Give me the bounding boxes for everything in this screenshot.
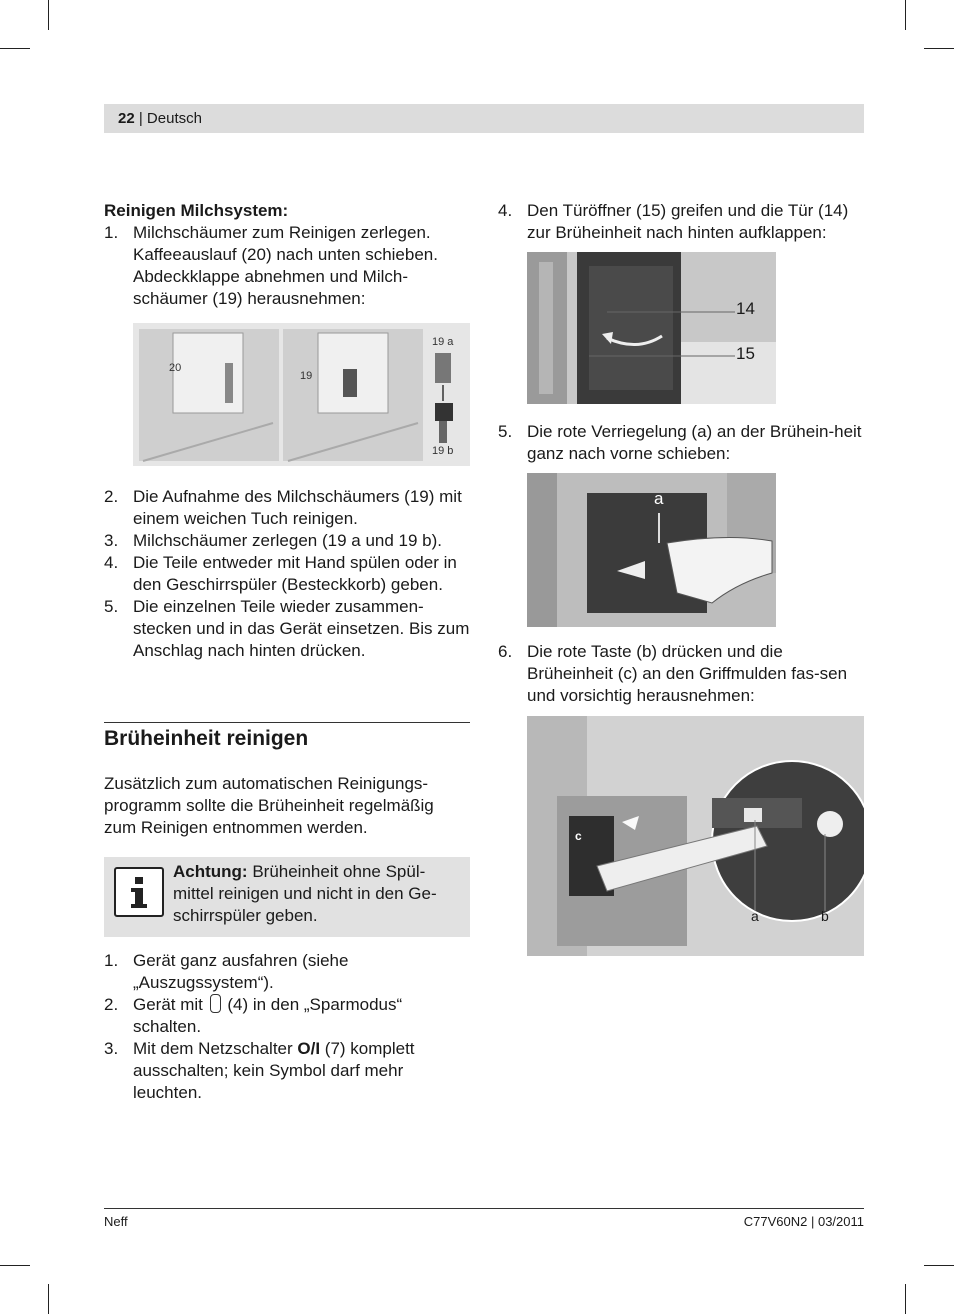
list-item	[104, 994, 470, 1038]
milk-frother-figure	[133, 323, 470, 466]
label-a: a	[751, 908, 759, 924]
note-text	[173, 861, 463, 927]
crop-mark	[48, 0, 49, 30]
list-item	[104, 1038, 470, 1104]
door-figure	[527, 252, 776, 404]
step-text-post: (7) komplett ausschalten; kein Symbol darf mehr leuchten.	[133, 1039, 415, 1102]
brew-steps-left	[104, 950, 470, 1104]
right-step-5	[498, 421, 864, 465]
lock-figure	[527, 473, 776, 627]
right-steps-list	[498, 200, 864, 244]
label-15: 15	[736, 344, 755, 363]
footer-brand: Neff	[104, 1214, 128, 1229]
brew-unit-figure	[527, 716, 864, 956]
step-text: Milchschäumer zerlegen (19 a und 19 b).	[133, 531, 442, 550]
step-number: 4.	[104, 553, 119, 572]
footer-model-date: C77V60N2 | 03/2011	[743, 1214, 864, 1229]
step-text: Die rote Taste (b) drücken und die Brüheinheit (c) an den Griffmulden fas-sen und vorsichtig herausnehmen:	[527, 642, 848, 705]
page-header	[104, 104, 864, 133]
step-number: 2.	[104, 995, 119, 1014]
step-text: Die einzelnen Teile wieder zusammen-stecken und in das Gerät einsetzen. Bis zum Anschlag nach hinten drücken.	[133, 597, 470, 660]
list-item	[498, 641, 864, 707]
crop-mark	[924, 1265, 954, 1266]
step-text: Die Aufnahme des Milchschäumers (19) mit einem weichen Tuch reinigen.	[133, 487, 462, 528]
crop-mark	[905, 1284, 906, 1314]
step-number: 1.	[104, 951, 119, 970]
crop-mark	[905, 0, 906, 30]
list-item	[104, 950, 470, 994]
door-illustration	[527, 252, 776, 404]
left-column	[104, 200, 470, 310]
section-title: Brüheinheit reinigen	[104, 727, 309, 750]
info-icon	[114, 867, 164, 917]
step-number: 5.	[104, 597, 119, 616]
crop-mark	[924, 48, 954, 49]
step-number: 2.	[104, 487, 119, 506]
label-19: 19	[300, 370, 313, 382]
list-item	[104, 552, 470, 596]
label-19b: 19 b	[432, 445, 454, 457]
lock-illustration	[527, 473, 776, 627]
step-text: Die rote Verriegelung (a) an der Brühein-heit ganz nach vorne schieben:	[527, 422, 862, 463]
label-a: a	[654, 489, 664, 508]
right-steps-list-3	[498, 641, 864, 707]
step-number: 3.	[104, 531, 119, 550]
label-19a: 19 a	[432, 336, 454, 348]
list-item	[104, 530, 470, 552]
step-number: 1.	[104, 223, 119, 242]
note-box	[104, 857, 470, 937]
power-symbol-icon	[210, 994, 221, 1013]
crop-mark	[0, 1265, 30, 1266]
label-14: 14	[736, 299, 755, 318]
milk-steps-b-block	[104, 486, 470, 662]
right-step-4	[498, 200, 864, 244]
step-text-pre: Mit dem Netzschalter	[133, 1039, 298, 1058]
step-text: Milchschäumer zum Reinigen zerlegen. Kaffeeauslauf (20) nach unten schieben. Abdeckklappe abnehmen und Milch-schäumer (19) herausnehmen:	[133, 223, 438, 308]
step-number: 4.	[498, 201, 513, 220]
milk-steps-b	[104, 486, 470, 662]
crop-mark	[48, 1284, 49, 1314]
label-c: c	[575, 829, 582, 843]
step-text-pre: Gerät mit	[133, 995, 208, 1014]
page-number: 22	[118, 110, 135, 127]
step-text: Die Teile entweder mit Hand spülen oder in den Geschirrspüler (Besteckkorb) geben.	[133, 553, 457, 594]
header-text	[118, 110, 202, 127]
note-body: Brüheinheit ohne Spül-mittel reinigen und nicht in den Ge-schirrspüler geben.	[173, 862, 437, 925]
step-text: Gerät ganz ausfahren (siehe „Auszugssystem“).	[133, 951, 349, 992]
crop-mark	[0, 48, 30, 49]
step-text: Den Türöffner (15) greifen und die Tür (14) zur Brüheinheit nach hinten aufklappen:	[527, 201, 849, 242]
right-step-6	[498, 641, 864, 707]
step-number: 6.	[498, 642, 513, 661]
list-item	[104, 596, 470, 662]
header-separator: |	[134, 110, 147, 127]
intro-paragraph: Zusätzlich zum automatischen Reinigungs-programm sollte die Brüheinheit regelmäßig zum Reinigen entnommen werden.	[104, 774, 434, 837]
list-item	[498, 421, 864, 465]
switch-label: O/I	[297, 1039, 321, 1058]
header-language: Deutsch	[146, 110, 202, 127]
brew-steps-list	[104, 950, 470, 1104]
label-b: b	[821, 908, 829, 924]
list-item	[104, 486, 470, 530]
right-steps-list-2	[498, 421, 864, 465]
list-item	[498, 200, 864, 244]
list-item	[104, 222, 470, 310]
milk-frother-illustration	[133, 323, 470, 466]
step-text-post: (4) in den „Sparmodus“ schalten.	[133, 995, 403, 1036]
step-number: 5.	[498, 422, 513, 441]
step-number: 3.	[104, 1039, 119, 1058]
note-label: Achtung:	[173, 862, 248, 881]
footer-rule	[104, 1208, 864, 1209]
section-rule	[104, 722, 470, 723]
label-20: 20	[169, 362, 182, 374]
milk-steps-a	[104, 222, 470, 310]
milk-system-title: Reinigen Milchsystem:	[104, 201, 289, 220]
